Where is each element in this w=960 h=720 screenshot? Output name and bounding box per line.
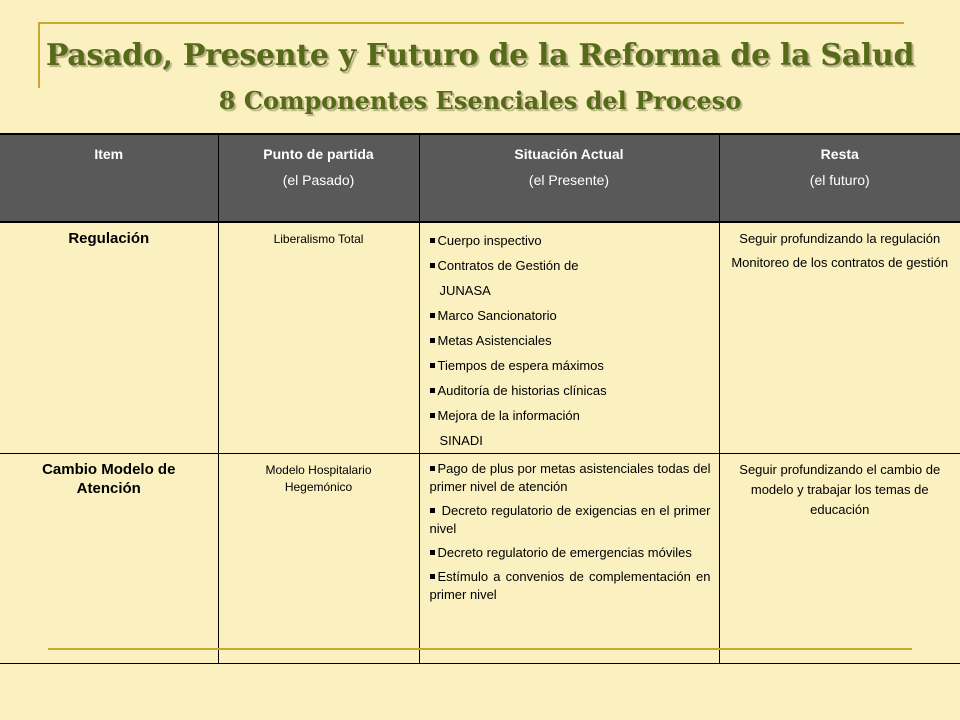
- list-item: Decreto regulatorio de emergencias móviles: [430, 544, 711, 562]
- presente-list: [420, 454, 719, 604]
- cell-pasado: [218, 222, 419, 454]
- list-item: Tiempos de espera máximos: [430, 353, 707, 378]
- list-item: Marco Sancionatorio: [430, 303, 707, 328]
- header-item: Item: [0, 134, 218, 222]
- bullet-icon: [430, 338, 435, 343]
- list-item: Pago de plus por metas asistenciales todas del primer nivel de atención: [429, 461, 711, 494]
- header-futuro: Resta (el futuro): [719, 134, 960, 222]
- item-label: Regulación: [68, 230, 150, 247]
- bullet-icon: [430, 508, 435, 513]
- list-item: Metas Asistenciales: [430, 328, 707, 353]
- cell-futuro: [719, 222, 960, 454]
- item-label: Cambio Modelo de Atención: [42, 461, 176, 497]
- cell-presente: [419, 222, 719, 454]
- cell-futuro: [719, 454, 960, 664]
- list-item: Auditoría de historias clínicas: [430, 378, 707, 403]
- futuro-text: Seguir profundizando el cambio de modelo y trabajar los temas de educación: [739, 462, 941, 517]
- top-accent-line: [38, 22, 904, 24]
- header-pasado: Punto de partida (el Pasado): [218, 134, 419, 222]
- list-item: Cuerpo inspectivo: [430, 228, 707, 253]
- bullet-icon: [430, 550, 435, 555]
- bullet-icon: [430, 238, 435, 243]
- bullet-icon: [430, 263, 435, 268]
- bullet-icon: [430, 574, 435, 579]
- header-presente: Situación Actual (el Presente): [419, 134, 719, 222]
- page-title: Pasado, Presente y Futuro de la Reforma de la Salud: [45, 38, 915, 73]
- page-subtitle: 8 Componentes Esenciales del Proceso: [218, 86, 742, 115]
- list-item: JUNASA: [439, 283, 491, 298]
- futuro-text: Seguir profundizando la regulación Monitoreo de los contratos de gestión: [731, 231, 949, 270]
- bullet-icon: [430, 413, 435, 418]
- table-row-regulacion: [0, 222, 960, 454]
- list-item: Estímulo a convenios de complementación en primer nivel: [429, 569, 711, 602]
- list-item: SINADI: [439, 433, 483, 448]
- list-item: Contratos de Gestión de: [430, 253, 707, 278]
- cell-item: [0, 222, 218, 454]
- bottom-accent-line: [48, 648, 912, 650]
- list-item: Mejora de la información: [430, 403, 707, 428]
- bullet-icon: [430, 388, 435, 393]
- bullet-icon: [430, 313, 435, 318]
- reform-table: [0, 133, 960, 664]
- cell-item: [0, 454, 218, 664]
- pasado-text: Liberalismo Total: [273, 232, 364, 246]
- cell-presente: [419, 454, 719, 664]
- table-row-cambio-modelo: [0, 454, 960, 664]
- table-header-row: [0, 134, 960, 222]
- bullet-icon: [430, 363, 435, 368]
- pasado-text: Modelo Hospitalario Hegemónico: [265, 463, 372, 494]
- bullet-icon: [430, 466, 435, 471]
- presente-list: [420, 223, 719, 453]
- cell-pasado: [218, 454, 419, 664]
- list-item: Decreto regulatorio de exigencias en el primer nivel: [429, 503, 711, 536]
